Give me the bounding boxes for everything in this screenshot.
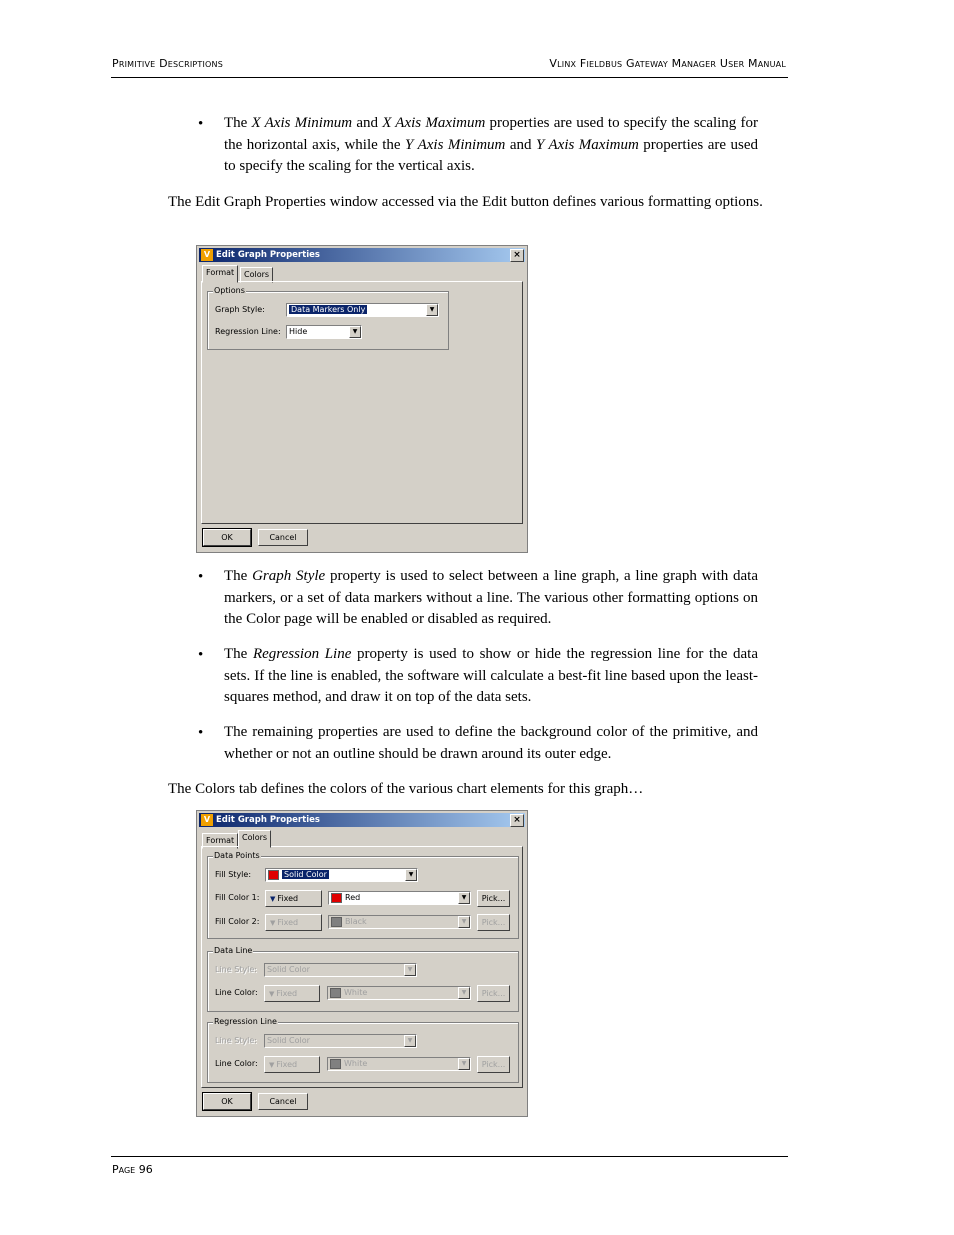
edit-graph-dialog-colors bbox=[196, 810, 528, 1117]
chevron-down-icon: ▼ bbox=[458, 1058, 470, 1070]
bullet-marker: • bbox=[198, 725, 204, 741]
line-style-select[interactable] bbox=[264, 963, 417, 977]
bullet-marker: • bbox=[198, 116, 204, 132]
regression-color-select[interactable] bbox=[327, 1057, 471, 1071]
running-header-left: Primitive Descriptions bbox=[112, 57, 224, 70]
data-line-group bbox=[207, 946, 519, 1012]
paragraph-edit-window: The Edit Graph Properties window accessed via the Edit button defines various formatting options. bbox=[168, 194, 763, 210]
close-icon[interactable]: × bbox=[510, 814, 524, 827]
cancel-button[interactable]: Cancel bbox=[258, 1093, 308, 1110]
ok-button[interactable]: OK bbox=[203, 529, 251, 546]
chevron-down-icon: ▼ bbox=[405, 869, 417, 881]
red-swatch-icon bbox=[331, 893, 342, 903]
footer-rule bbox=[111, 1156, 788, 1157]
format-panel bbox=[201, 281, 523, 524]
fill-color-1-mode-button[interactable]: ▼ Fixed bbox=[265, 890, 322, 907]
data-line-group-label: Data Line bbox=[214, 946, 253, 955]
options-group-label: Options bbox=[214, 286, 245, 295]
running-header-right: Vlinx Fieldbus Gateway Manager User Manual bbox=[549, 57, 786, 70]
line-color-select[interactable] bbox=[327, 986, 471, 1000]
data-points-group bbox=[207, 851, 519, 939]
regression-color-value: White bbox=[344, 1059, 368, 1068]
colors-panel bbox=[201, 846, 523, 1088]
line-color-value: White bbox=[344, 988, 368, 997]
fill-color-2-value: Black bbox=[345, 917, 367, 926]
triangle-down-icon: ▼ bbox=[269, 1061, 275, 1069]
dialog-titlebar bbox=[199, 248, 525, 262]
chevron-down-icon: ▼ bbox=[404, 1035, 416, 1047]
fill-color-1-select[interactable] bbox=[328, 891, 471, 905]
chevron-down-icon: ▼ bbox=[458, 916, 470, 928]
regression-style-select[interactable] bbox=[264, 1034, 417, 1048]
fill-style-select[interactable] bbox=[265, 868, 418, 882]
regression-color-label: Line Color: bbox=[215, 1059, 258, 1068]
bullet-axis-scaling: The X Axis Minimum and X Axis Maximum properties are used to specify the scaling for the horizontal axis, while the Y Axis Minimum and Y Axis Maximum properties are used to specify the scaling for the vertical axis. bbox=[224, 115, 758, 174]
chevron-down-icon: ▼ bbox=[426, 304, 438, 316]
chevron-down-icon: ▼ bbox=[404, 964, 416, 976]
dialog-title: Edit Graph Properties bbox=[216, 250, 320, 260]
line-style-value: Solid Color bbox=[267, 965, 310, 974]
regression-line-select[interactable] bbox=[286, 325, 362, 339]
regression-line-group bbox=[207, 1017, 519, 1083]
regression-line-group-label: Regression Line bbox=[214, 1017, 277, 1026]
dialog-titlebar bbox=[199, 813, 525, 827]
fill-color-1-pick-button[interactable]: Pick... bbox=[477, 890, 510, 907]
bullet-marker: • bbox=[198, 569, 204, 585]
tab-format[interactable]: Format bbox=[202, 265, 238, 283]
close-icon[interactable]: × bbox=[510, 249, 524, 262]
data-points-group-label: Data Points bbox=[214, 851, 260, 860]
bullet-marker: • bbox=[198, 647, 204, 663]
regression-line-label: Regression Line: bbox=[215, 327, 281, 336]
dialog-title: Edit Graph Properties bbox=[216, 815, 320, 825]
tab-format[interactable]: Format bbox=[202, 833, 238, 849]
graph-style-value: Data Markers Only bbox=[291, 305, 366, 314]
bullet-graph-style: The Graph Style property is used to select between a line graph, a line graph with data markers, or a set of data markers without a line. The various other formatting options on the Color page will be enabled or disabled as required. bbox=[224, 568, 759, 627]
regression-style-label: Line Style: bbox=[215, 1036, 258, 1045]
header-rule bbox=[111, 77, 788, 78]
fill-color-2-mode-button[interactable]: ▼ Fixed bbox=[265, 914, 322, 931]
fill-color-2-pick-button[interactable]: Pick... bbox=[477, 914, 510, 931]
white-swatch-icon bbox=[330, 988, 341, 998]
paragraph-colors-tab: The Colors tab defines the colors of the various chart elements for this graph… bbox=[168, 781, 644, 797]
edit-graph-dialog-format bbox=[196, 245, 528, 553]
regression-line-value: Hide bbox=[289, 327, 308, 336]
options-group bbox=[207, 286, 449, 350]
graph-style-select[interactable] bbox=[286, 303, 439, 317]
fill-style-value: Solid Color bbox=[284, 870, 327, 879]
black-swatch-icon bbox=[331, 917, 342, 927]
graph-style-label: Graph Style: bbox=[215, 305, 265, 314]
bullet-regression-line: The Regression Line property is used to show or hide the regression line for the data sets. If the line is enabled, the software will calculate a best-fit line based upon the least-squares method, and draw it on top of the data sets. bbox=[224, 646, 758, 705]
white-swatch-icon bbox=[330, 1059, 341, 1069]
tab-colors[interactable]: Colors bbox=[238, 830, 271, 848]
chevron-down-icon: ▼ bbox=[349, 326, 361, 338]
line-style-label: Line Style: bbox=[215, 965, 258, 974]
regression-color-pick-button[interactable]: Pick... bbox=[477, 1056, 510, 1073]
line-color-label: Line Color: bbox=[215, 988, 258, 997]
triangle-down-icon: ▼ bbox=[270, 919, 276, 927]
app-icon: V bbox=[201, 814, 213, 826]
fill-color-1-label: Fill Color 1: bbox=[215, 893, 260, 902]
page-number: Page 96 bbox=[112, 1163, 153, 1176]
app-icon: V bbox=[201, 249, 213, 261]
line-color-pick-button[interactable]: Pick... bbox=[477, 985, 510, 1002]
fill-color-1-value: Red bbox=[345, 893, 361, 902]
ok-button[interactable]: OK bbox=[203, 1093, 251, 1110]
line-color-mode-button[interactable]: ▼ Fixed bbox=[264, 985, 320, 1002]
tab-colors[interactable]: Colors bbox=[240, 267, 273, 283]
cancel-button[interactable]: Cancel bbox=[258, 529, 308, 546]
fill-style-label: Fill Style: bbox=[215, 870, 252, 879]
red-swatch-icon bbox=[268, 870, 279, 880]
fill-color-2-label: Fill Color 2: bbox=[215, 917, 260, 926]
bullet-remaining-properties: The remaining properties are used to define the background color of the primitive, and whether or not an outline should be drawn around its outer edge. bbox=[224, 724, 758, 762]
fill-color-2-select[interactable] bbox=[328, 915, 471, 929]
triangle-down-icon: ▼ bbox=[270, 895, 276, 903]
chevron-down-icon: ▼ bbox=[458, 892, 470, 904]
regression-color-mode-button[interactable]: ▼ Fixed bbox=[264, 1056, 320, 1073]
chevron-down-icon: ▼ bbox=[458, 987, 470, 999]
regression-style-value: Solid Color bbox=[267, 1036, 310, 1045]
triangle-down-icon: ▼ bbox=[269, 990, 275, 998]
